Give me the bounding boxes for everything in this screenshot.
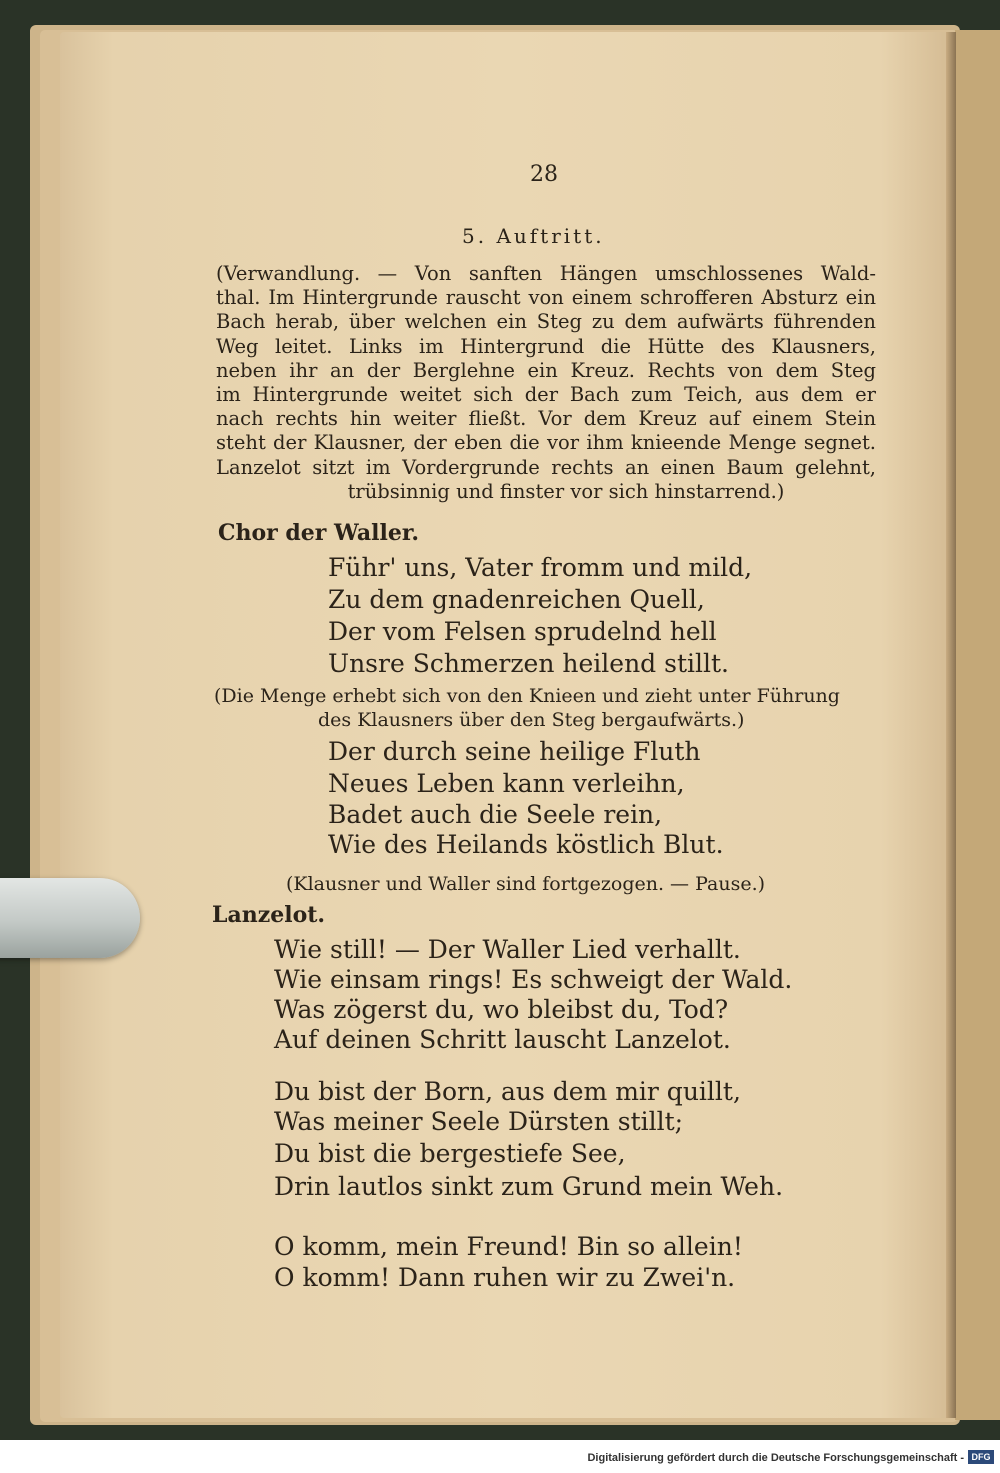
verse-line: Wie des Heilands köstlich Blut. bbox=[328, 830, 724, 859]
footer-credit: Digitalisierung gefördert durch die Deutsche Forschungsgemeinschaft - bbox=[587, 1452, 964, 1464]
verse-line: Auf deinen Schritt lauscht Lanzelot. bbox=[274, 1025, 731, 1054]
verse-line: Du bist die bergestiefe See, bbox=[274, 1139, 626, 1168]
facing-page-edge bbox=[955, 30, 1000, 1420]
page-number: 28 bbox=[530, 162, 558, 187]
stage-line: steht der Klausner, der eben die vor ihm knieende Menge segnet. bbox=[216, 431, 876, 455]
stage-line: Weg leitet. Links im Hintergrund die Hütte des Klausners, bbox=[216, 334, 876, 358]
stage-line: (Verwandlung. — Von sanften Hängen umschlossenes Wald- bbox=[216, 262, 876, 285]
stage-line: Bach herab, über welchen ein Steg zu dem aufwärts führenden bbox=[216, 310, 876, 334]
verse-line: Der durch seine heilige Fluth bbox=[328, 737, 701, 766]
stage-line: Lanzelot sitzt im Vordergrunde rechts an einen Baum gelehnt, bbox=[216, 455, 876, 479]
verse-line: Was zögerst du, wo bleibst du, Tod? bbox=[274, 995, 729, 1024]
stage-line: nach rechts hin weiter fließt. Vor dem Kreuz auf einem Stein bbox=[216, 407, 876, 431]
stage-line: neben ihr an der Berglehne ein Kreuz. Rechts von dem Steg bbox=[216, 358, 876, 382]
verse-line: Neues Leben kann verleihn, bbox=[328, 769, 685, 798]
stage-line: thal. Im Hintergrunde rauscht von einem schrofferen Absturz ein bbox=[216, 286, 876, 310]
verse-line: Der vom Felsen sprudelnd hell bbox=[328, 617, 717, 646]
stage-direction-1 bbox=[216, 262, 876, 504]
speaker-lanzelot: Lanzelot. bbox=[212, 902, 326, 928]
verse-line: Du bist der Born, aus dem mir quillt, bbox=[274, 1077, 741, 1106]
dfg-logo: DFG bbox=[968, 1450, 994, 1464]
verse-line: Was meiner Seele Dürsten stillt; bbox=[274, 1107, 684, 1136]
stage-direction-3: (Klausner und Waller sind fortgezogen. — Pause.) bbox=[286, 873, 766, 895]
speaker-chorus: Chor der Waller. bbox=[218, 520, 420, 546]
stage-direction-2: (Die Menge erhebt sich von den Knieen und zieht unter Führung bbox=[214, 685, 840, 707]
stage-line: im Hintergrunde weitet sich der Bach zum Teich, aus dem er bbox=[216, 383, 876, 407]
verse-line: Drin lautlos sinkt zum Grund mein Weh. bbox=[274, 1172, 784, 1201]
verse-line: Wie still! — Der Waller Lied verhallt. bbox=[274, 935, 741, 964]
verse-line: Wie einsam rings! Es schweigt der Wald. bbox=[274, 965, 793, 994]
verse-line: Zu dem gnadenreichen Quell, bbox=[328, 585, 705, 614]
stage-line: trübsinnig und finster vor sich hinstarrend.) bbox=[347, 479, 785, 503]
stage-direction-2: des Klausners über den Steg bergaufwärts.) bbox=[318, 709, 745, 731]
thumb-holding-page bbox=[0, 878, 140, 958]
verse-line: Badet auch die Seele rein, bbox=[328, 800, 663, 829]
scene-title: 5. Auftritt. bbox=[462, 224, 605, 248]
page-gutter bbox=[946, 32, 956, 1418]
verse-line: Führ' uns, Vater fromm und mild, bbox=[328, 553, 753, 582]
verse-line: Unsre Schmerzen heilend stillt. bbox=[328, 649, 729, 678]
verse-line: O komm! Dann ruhen wir zu Zwei'n. bbox=[274, 1263, 736, 1292]
verse-line: O komm, mein Freund! Bin so allein! bbox=[274, 1232, 743, 1261]
